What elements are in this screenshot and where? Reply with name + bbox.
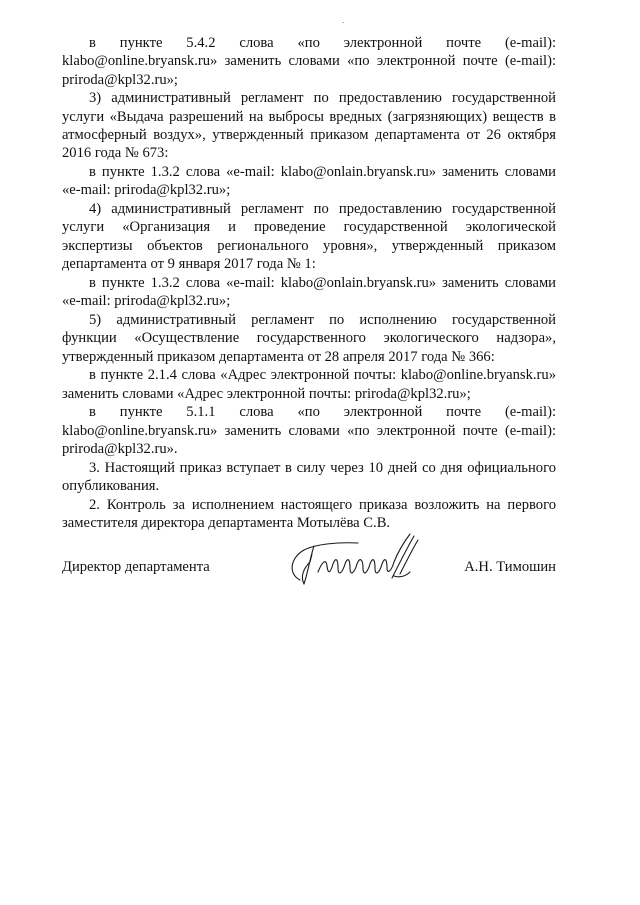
paragraph-item-5-1-1: в пункте 5.1.1 слова «по электронной почте (e-mail): klabo@online.bryansk.ru» заменить словами «по электронной почте (e-mail): priroda@kpl32.ru». — [62, 404, 556, 458]
paragraph-effective-date: 3. Настоящий приказ вступает в силу через 10 дней со дня официального опубликования. — [62, 459, 556, 495]
signatory-name: А.Н. Тимошин — [464, 559, 556, 575]
paragraph-item-1-3-2-a: в пункте 1.3.2 слова «e-mail: klabo@onlain.bryansk.ru» заменить словами «e-mail: priroda@kpl32.ru»; — [62, 164, 556, 199]
document-body — [62, 34, 556, 533]
paragraph-regulation-3: 3) административный регламент по предоставлению государственной услуги «Выдача разрешений на выбросы вредных (загрязняющих) веществ в атмосферный воздух», утвержденный приказом департамента от 26 октября 2016 года № 673: — [62, 90, 556, 162]
paragraph-regulation-4: 4) административный регламент по предоставлению государственной услуги «Организация и проведение государственной экологической экспертизы объектов регионального уровня», утвержденный приказом департамента от 9 января 2017 года № 1: — [62, 201, 556, 273]
paragraph-regulation-5: 5) административный регламент по исполнению государственной функции «Осуществление государственного экологического надзора», утвержденный приказом департамента от 28 апреля 2017 года № 366: — [62, 311, 556, 365]
handwritten-signature — [280, 528, 440, 598]
paragraph-item-2-1-4: в пункте 2.1.4 слова «Адрес электронной почты: klabo@online.bryansk.ru» заменить словами «Адрес электронной почты: priroda@kpl32.ru»; — [62, 367, 556, 402]
scan-speck — [342, 22, 344, 23]
signatory-title: Директор департамента — [62, 559, 210, 575]
signature-block — [62, 528, 556, 598]
paragraph-item-1-3-2-b: в пункте 1.3.2 слова «e-mail: klabo@onlain.bryansk.ru» заменить словами «e-mail: priroda@kpl32.ru»; — [62, 274, 556, 310]
paragraph-item-5-4-2: в пункте 5.4.2 слова «по электронной почте (e-mail): klabo@online.bryansk.ru» заменить словами «по электронной почте (e-mail): priroda@kpl32.ru»; — [62, 35, 556, 88]
paragraph-control: 2. Контроль за исполнением настоящего приказа возложить на первого заместителя директора департамента Мотылёва С.В. — [62, 496, 556, 532]
